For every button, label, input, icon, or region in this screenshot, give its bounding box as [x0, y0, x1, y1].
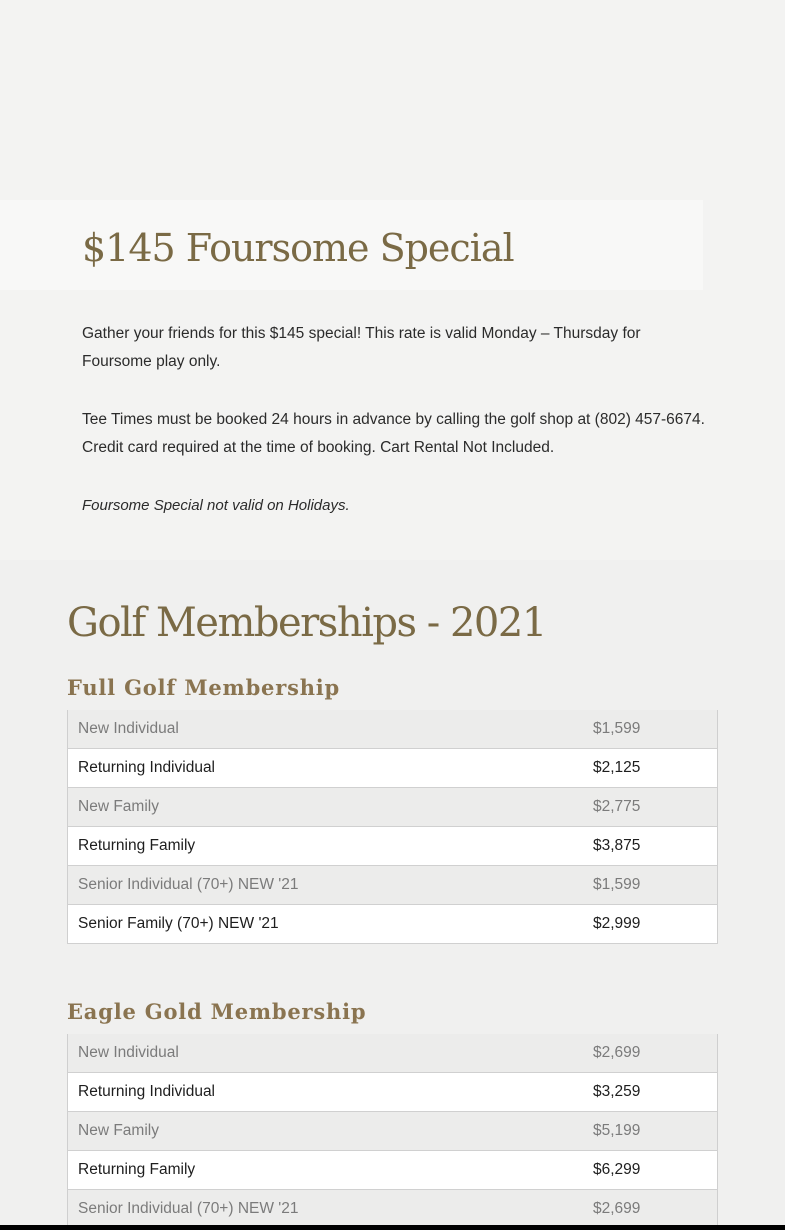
- table-row: [68, 1034, 718, 1073]
- table-row: [68, 1151, 718, 1190]
- membership-type: Senior Family (70+) NEW '21: [68, 905, 584, 944]
- membership-type: New Family: [68, 1112, 584, 1151]
- table-row: [68, 710, 718, 749]
- membership-price: $6,299: [583, 1151, 718, 1190]
- membership-type: Returning Family: [68, 827, 584, 866]
- membership-type: Senior Individual (70+) NEW '21: [68, 1190, 584, 1229]
- promo-title: $145 Foursome Special: [82, 226, 514, 270]
- table-row: [68, 788, 718, 827]
- memberships-title: Golf Memberships - 2021: [67, 600, 546, 646]
- membership-type: Returning Family: [68, 1151, 584, 1190]
- membership-price: $3,875: [583, 827, 718, 866]
- table-row: [68, 827, 718, 866]
- membership-price: $5,199: [583, 1112, 718, 1151]
- membership-type: Senior Individual (70+) NEW '21: [68, 866, 584, 905]
- membership-price: $2,699: [583, 1034, 718, 1073]
- membership-type: New Family: [68, 788, 584, 827]
- membership-price: $2,699: [583, 1190, 718, 1229]
- bottom-edge-bar: [0, 1225, 785, 1230]
- membership-type: Returning Individual: [68, 1073, 584, 1112]
- eagle-membership-table: [67, 1034, 718, 1229]
- full-membership-title: Full Golf Membership: [67, 675, 341, 700]
- membership-type: Returning Individual: [68, 749, 584, 788]
- table-row: [68, 866, 718, 905]
- membership-price: $2,775: [583, 788, 718, 827]
- eagle-membership-title: Eagle Gold Membership: [67, 999, 367, 1024]
- promo-paragraph-2: Tee Times must be booked 24 hours in advance by calling the golf shop at (802) 457-6674. Credit card required at the time of booking. Cart Rental Not Included.: [82, 411, 705, 456]
- table-row: [68, 905, 718, 944]
- membership-price: $2,125: [583, 749, 718, 788]
- membership-price: $3,259: [583, 1073, 718, 1112]
- membership-price: $1,599: [583, 866, 718, 905]
- table-row: [68, 749, 718, 788]
- table-row: [68, 1112, 718, 1151]
- membership-price: $1,599: [583, 710, 718, 749]
- membership-type: New Individual: [68, 1034, 584, 1073]
- membership-type: New Individual: [68, 710, 584, 749]
- full-membership-table: [67, 710, 718, 944]
- promo-note: Foursome Special not valid on Holidays.: [82, 497, 350, 514]
- membership-price: $2,999: [583, 905, 718, 944]
- table-row: [68, 1073, 718, 1112]
- promo-paragraph-1: Gather your friends for this $145 special! This rate is valid Monday – Thursday for Foursome play only.: [82, 325, 641, 370]
- table-row: [68, 1190, 718, 1229]
